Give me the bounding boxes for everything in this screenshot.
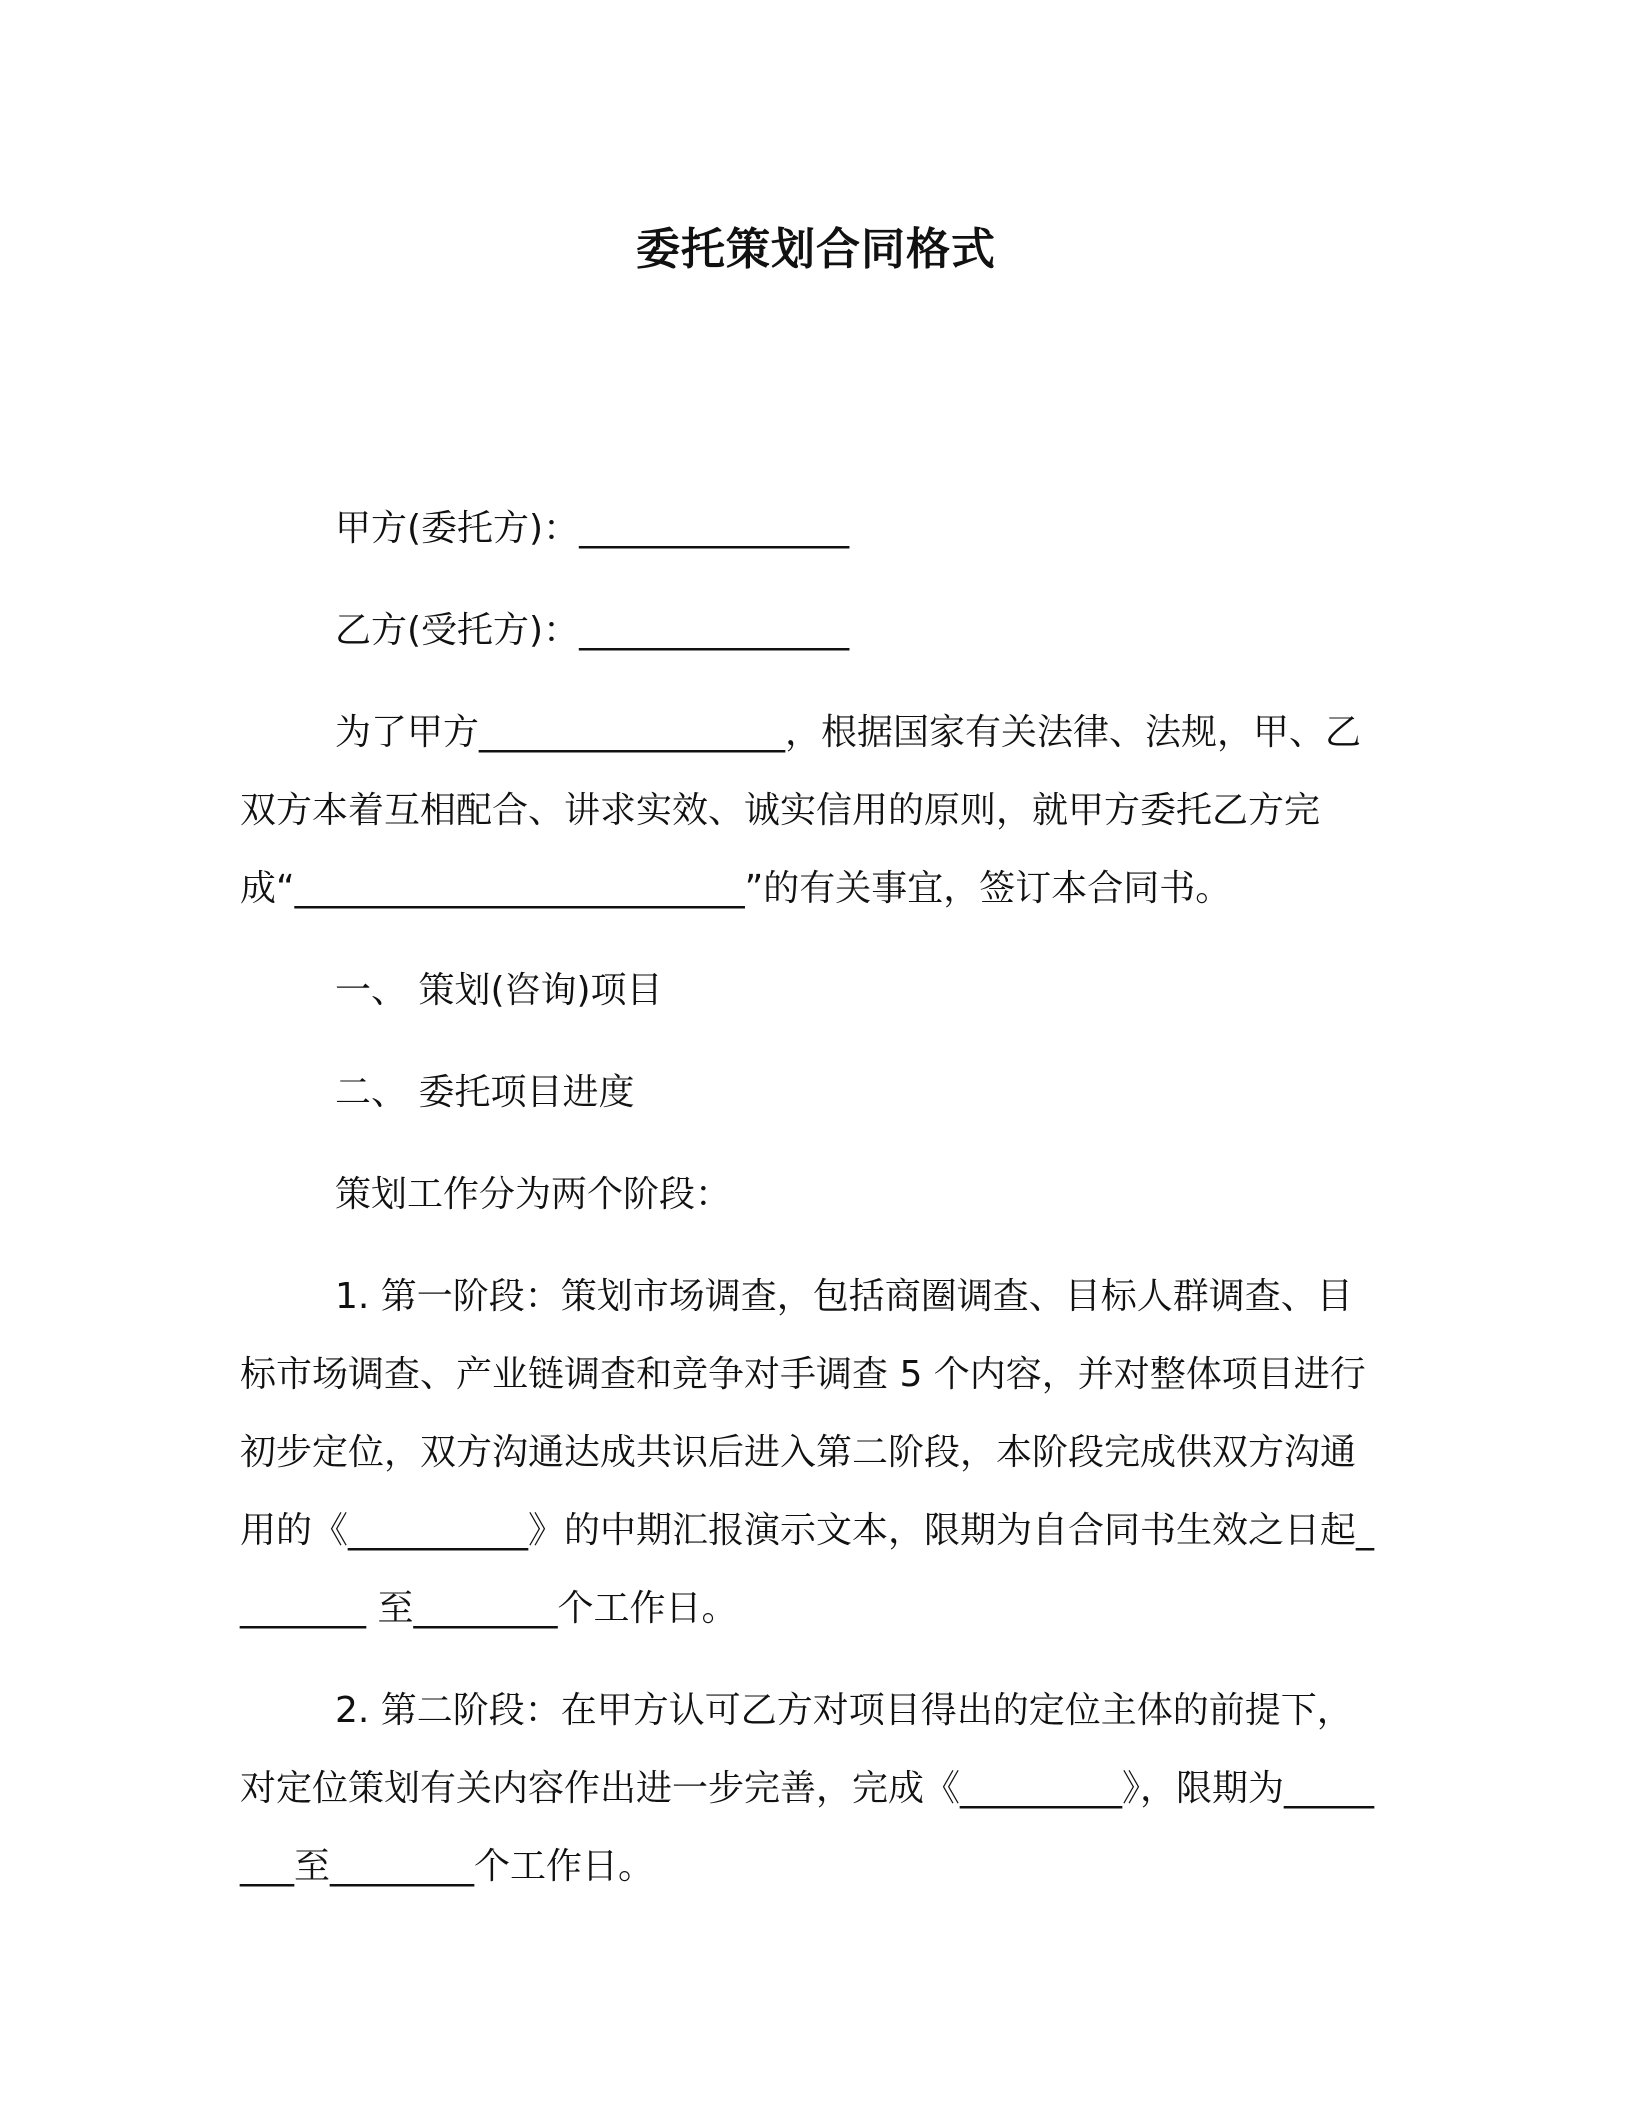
- stage-one-paragraph: 1. 第一阶段：策划市场调查，包括商圈调查、目标人群调查、目标市场调查、产业链调查和竞争对手调查 5 个内容，并对整体项目进行初步定位，双方沟通达成共识后进入第二阶段，本阶段完成供双方沟通用的《__________》的中期汇报演示文本，限期为自合同书生效之日起________ 至________个工作日。: [240, 1276, 1375, 1629]
- party-a-line: 甲方(委托方)：_______________: [335, 508, 850, 549]
- preamble-paragraph: 为了甲方_________________，根据国家有关法律、法规，甲、乙双方本着互相配合、讲求实效、诚实信用的原则，就甲方委托乙方完成“_________________________”的有关事宜，签订本合同书。: [240, 712, 1362, 909]
- document-title: 委托策划合同格式: [636, 224, 996, 275]
- section-heading-2: 二、 委托项目进度: [335, 1072, 635, 1113]
- document-body: [240, 490, 1385, 1930]
- stages-intro: 策划工作分为两个阶段：: [335, 1174, 732, 1215]
- party-b-line: 乙方(受托方)：_______________: [335, 610, 850, 651]
- section-heading-1: 一、 策划(咨询)项目: [335, 970, 663, 1011]
- stage-two-paragraph: 2. 第二阶段：在甲方认可乙方对项目得出的定位主体的前提下，对定位策划有关内容作出进一步完善，完成《_________》，限期为________至________个工作日。: [240, 1690, 1375, 1887]
